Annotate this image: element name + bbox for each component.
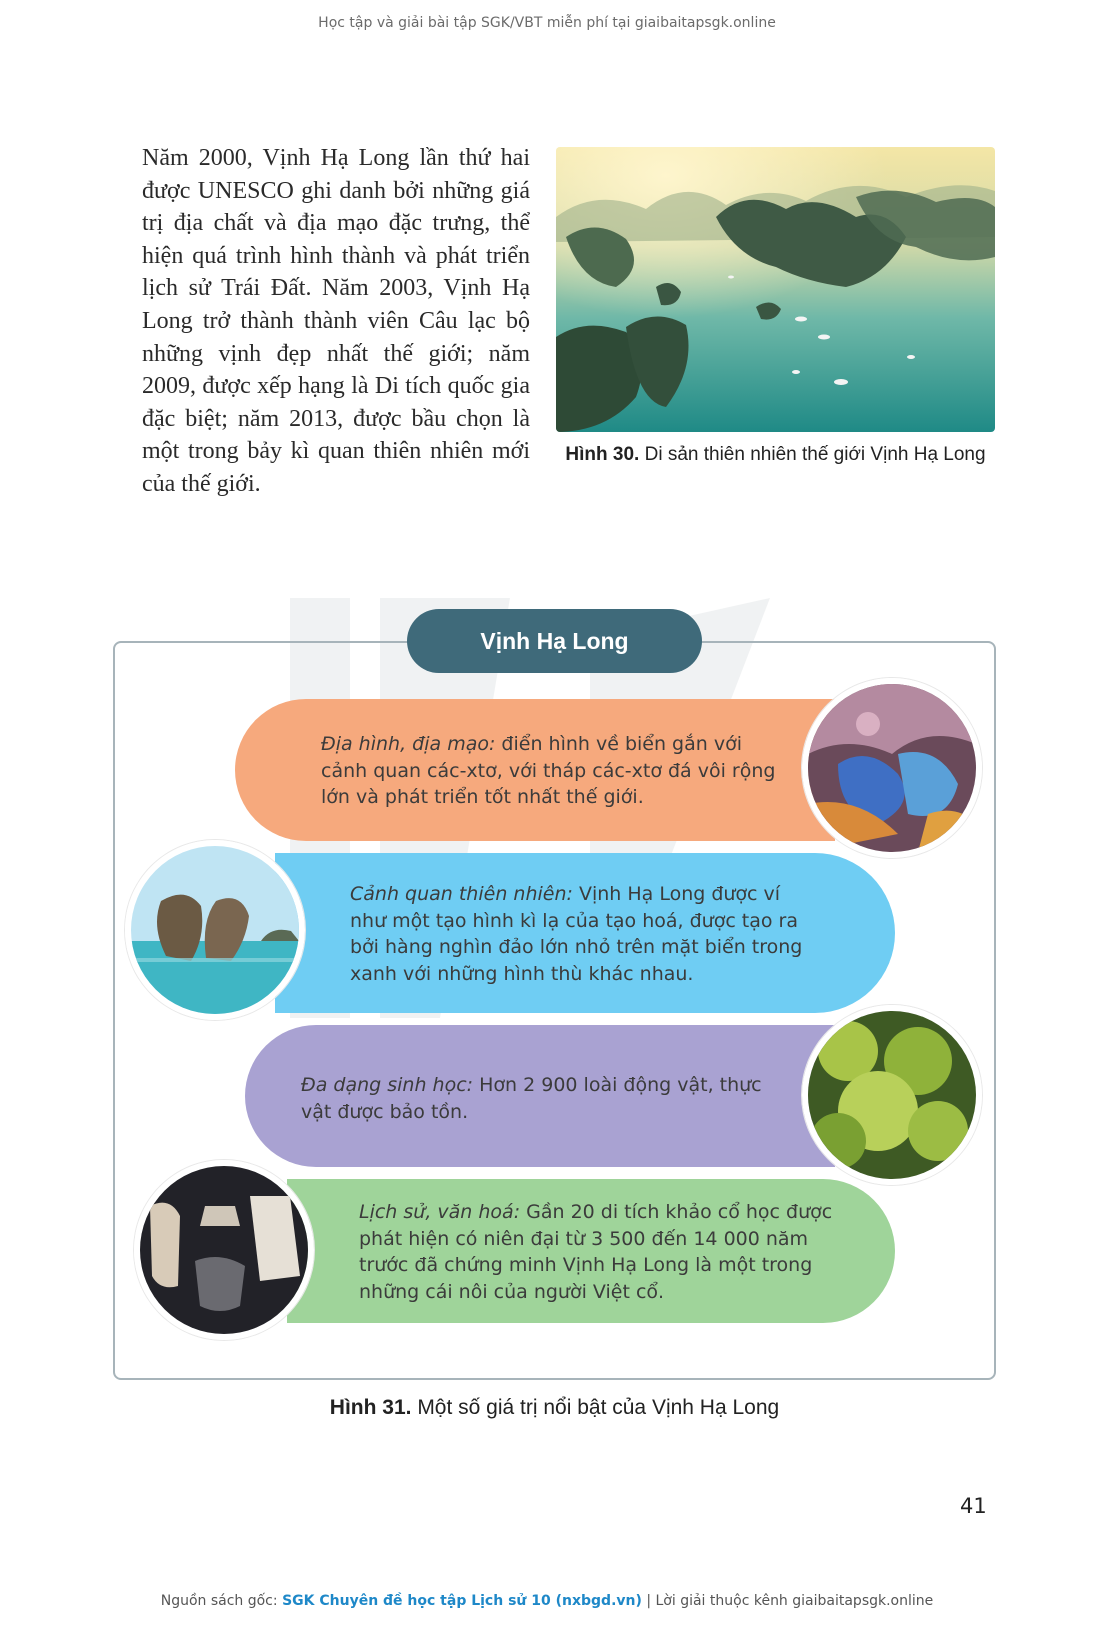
- value-text: [321, 731, 791, 811]
- source-book-link[interactable]: SGK Chuyên đề học tập Lịch sử 10 (nxbgd.vn): [282, 1593, 642, 1609]
- value-heading: Lịch sử, văn hoá:: [359, 1201, 521, 1223]
- cave-photo: [802, 678, 982, 858]
- page-footer: [0, 1593, 1094, 1609]
- value-band-topography: [235, 699, 835, 841]
- infographic-title: Vịnh Hạ Long: [407, 609, 702, 673]
- value-band-landscape: [275, 853, 895, 1013]
- footer-prefix: Nguồn sách gốc:: [160, 1593, 283, 1609]
- value-band-biodiversity: [245, 1025, 835, 1167]
- value-heading: Cảnh quan thiên nhiên:: [350, 883, 573, 905]
- value-body: Hơn 2 900 loài động vật, thực vật được bảo tồn.: [301, 1074, 762, 1123]
- figure-31-caption: [113, 1396, 996, 1420]
- rock-islets-photo: [125, 840, 305, 1020]
- plants-photo: [802, 1005, 982, 1185]
- value-heading: Đa dạng sinh học:: [301, 1074, 474, 1096]
- value-body: Vịnh Hạ Long được ví như một tạo hình kì lạ của tạo hoá, được tạo ra bởi hàng nghìn đảo lớn nhỏ trên mặt biển trong xanh với những hình thù khác nhau.: [350, 883, 803, 985]
- footer-suffix: | Lời giải thuộc kênh giaibaitapsgk.online: [641, 1593, 934, 1609]
- page-number: 41: [960, 1494, 987, 1518]
- figure-30-label: Hình 30.: [565, 444, 640, 465]
- figure-31-label: Hình 31.: [329, 1396, 412, 1419]
- figure-30-text: Di sản thiên nhiên thế giới Vịnh Hạ Long: [639, 444, 986, 465]
- ha-long-bay-photo: [556, 147, 995, 432]
- artifacts-photo: [134, 1160, 314, 1340]
- value-body: Gần 20 di tích khảo cổ học được phát hiện có niên đại từ 3 500 đến 14 000 năm trước đã chứng minh Vịnh Hạ Long là một trong những cái nôi của người Việt cổ.: [359, 1201, 833, 1303]
- page-header: Học tập và giải bài tập SGK/VBT miễn phí tại giaibaitapsgk.online: [318, 15, 776, 31]
- value-band-history: [287, 1179, 895, 1323]
- value-text: [301, 1072, 771, 1125]
- figure-30-caption: [556, 444, 995, 466]
- value-body: điển hình về biển gắn với cảnh quan các-xtơ, với tháp các-xtơ đá vôi rộng lớn và phát triển tốt nhất thế giới.: [321, 733, 776, 808]
- figure-31-text: Một số giá trị nổi bật của Vịnh Hạ Long: [411, 1396, 780, 1419]
- value-heading: Địa hình, địa mạo:: [321, 733, 496, 755]
- value-text: [350, 881, 820, 987]
- intro-paragraph: Năm 2000, Vịnh Hạ Long lần thứ hai được UNESCO ghi danh bởi những giá trị địa chất và địa mạo đặc trưng, thể hiện quá trình hình thành và phát triển lịch sử Trái Đất. Năm 2003, Vịnh Hạ Long trở thành thành viên Câu lạc bộ những vịnh đẹp nhất thế giới; năm 2009, được xếp hạng là Di tích quốc gia đặc biệt; năm 2013, được bầu chọn là một trong bảy kì quan thiên nhiên mới của thế giới.: [142, 145, 530, 497]
- value-text: [359, 1199, 839, 1305]
